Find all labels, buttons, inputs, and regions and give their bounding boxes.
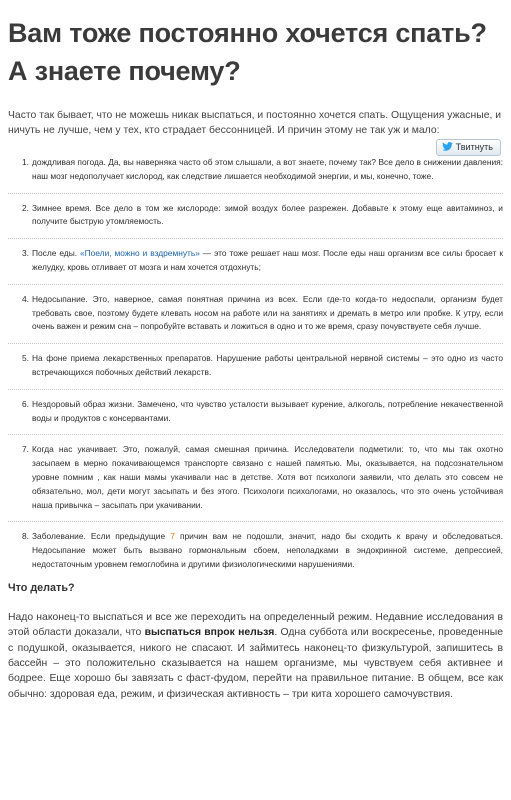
twitter-bird-icon (442, 142, 453, 151)
item-body: На фоне приема лекарственных препаратов. Нарушение работы центральной нервной системы – это одно из часто встречающихся побочных действий лекарств. (32, 353, 503, 377)
item-number: 3. (22, 248, 29, 259)
outro-text-2: . Одна суббота или воскресенье, проведенные с подушкой, оказывается, никого не спасают. И займитесь наконец-то физкультурой, запишитесь в бассейн – это положительно сказывается на нашем организме, мы чувствуем себя активнее и бодрее. Еще хорошо бы завязать с фаст-фудом, перейти на правильное питание. В общем, все как обычно: здоровая еда, режим, и физическая активность – три кита хорошего самочувствия. (8, 627, 504, 700)
item-text (32, 156, 503, 184)
item-text (32, 247, 503, 275)
item-lead: После еды. (32, 248, 80, 259)
reasons-list (8, 156, 503, 572)
item-body: Когда нас укачивает. Это, пожалуй, самая смешная причина. Исследователи подметили: то, что мы так охотно засыпаем в мерно покачивающемся транспорте связано с нашей памятью. Мы, оказывается, на подсознательном уровне помним , как наши мамы укачивали нас в детстве. Хотя вот психологи заявили, что делать это совсем не обязательно, мол, дети могут засыпать и без этого. Психологи психологами, но оказалось, что это очень устойчивая наша привычка – засыпать при укачивании. (32, 444, 503, 510)
item-lead: Заболевание. Если предыдущие (32, 531, 171, 542)
list-item (8, 530, 503, 571)
item-body: — это тоже решает наш мозг. После еды наш организм все силы бросает к желудку, кровь отливает от мозга и нам хочется отдохнуть; (32, 248, 503, 272)
item-number: 2. (22, 202, 29, 213)
item-number: 8. (22, 531, 29, 542)
divider (8, 238, 503, 239)
item-text (32, 530, 503, 571)
list-item (8, 247, 503, 275)
item-body: дождливая погода. Да, вы наверняка часто об этом слышали, а вот знаете, почему так? Все дело в снижении давления: наш мозг недополучает кислород, как следствие лишается необходимой энергии, и мы, конечно, тоже. (32, 157, 503, 181)
item-number: 7. (22, 444, 29, 455)
divider (8, 521, 503, 522)
item-quote: «Поели, можно и вздремнуть» (79, 248, 200, 259)
divider (8, 193, 503, 194)
item-text (32, 398, 503, 426)
divider (8, 389, 503, 390)
subheading: Что делать? (8, 581, 75, 594)
article-title: Вам тоже постоянно хочется спать? А знаете почему? (8, 18, 487, 86)
divider (8, 284, 503, 285)
list-item (8, 352, 503, 380)
item-number: 6. (22, 398, 29, 409)
item-highlight: 7 (170, 531, 175, 542)
item-body: Недосыпание. Это, наверное, самая понятная причина из всех. Если где-то когда-то недоспали, организм будет требовать свое, поэтому будете клевать носом на работе или на занятиях и дремать в метро или пробке. К утру, если очень важен и режим сна – попробуйте вставать и ложиться в одно и то же время, сразу почувствуете себя лучше. (32, 293, 503, 332)
item-body: Зимнее время. Все дело в том же кислороде: зимой воздух более разрежен. Добавьте к этому еще авитаминоз, и получите быструю утомляемость. (32, 202, 503, 227)
divider (8, 434, 503, 435)
divider (8, 343, 503, 344)
item-body: причин вам не подошли, значит, надо бы сходить к врачу и обследоваться. Недосыпание может быть вызвано гормональным сбоем, неполадками в эндокринной системе, депрессией, недостаточным уровнем гемоглобина и другими физиологическими нарушениями. (32, 531, 503, 569)
list-item (8, 156, 503, 184)
list-item (8, 443, 503, 512)
item-body: Нездоровый образ жизни. Замечено, что чувство усталости вызывает курение, алкоголь, потребление некачественной воды и продуктов с консервантами. (32, 398, 503, 423)
tweet-label: Твитнуть (455, 142, 493, 152)
item-text (32, 443, 503, 512)
list-item (8, 398, 503, 426)
item-text (32, 352, 503, 380)
item-number: 5. (22, 353, 29, 364)
tweet-button[interactable] (436, 139, 501, 156)
outro-text: Надо наконец-то выспаться и все же переходить на определенный режим. Недавние исследования в этой области доказали, что (8, 611, 503, 639)
item-number: 1. (22, 157, 29, 167)
outro-bold-text: выспаться впрок нельзя (144, 627, 275, 639)
item-number: 4. (22, 293, 29, 304)
item-text (32, 293, 503, 334)
article (8, 0, 503, 702)
item-text (32, 202, 503, 230)
list-item (8, 202, 503, 230)
intro-paragraph (8, 108, 503, 152)
intro-text: Часто так бывает, что не можешь никак выспаться, и постоянно хочется спать. Ощущения ужасные, и ничуть не лучше, чем у тех, кто страдает бессонницей. И причин этому не так уж и мало: (8, 110, 502, 136)
list-item (8, 293, 503, 334)
outro-paragraph (8, 610, 503, 702)
